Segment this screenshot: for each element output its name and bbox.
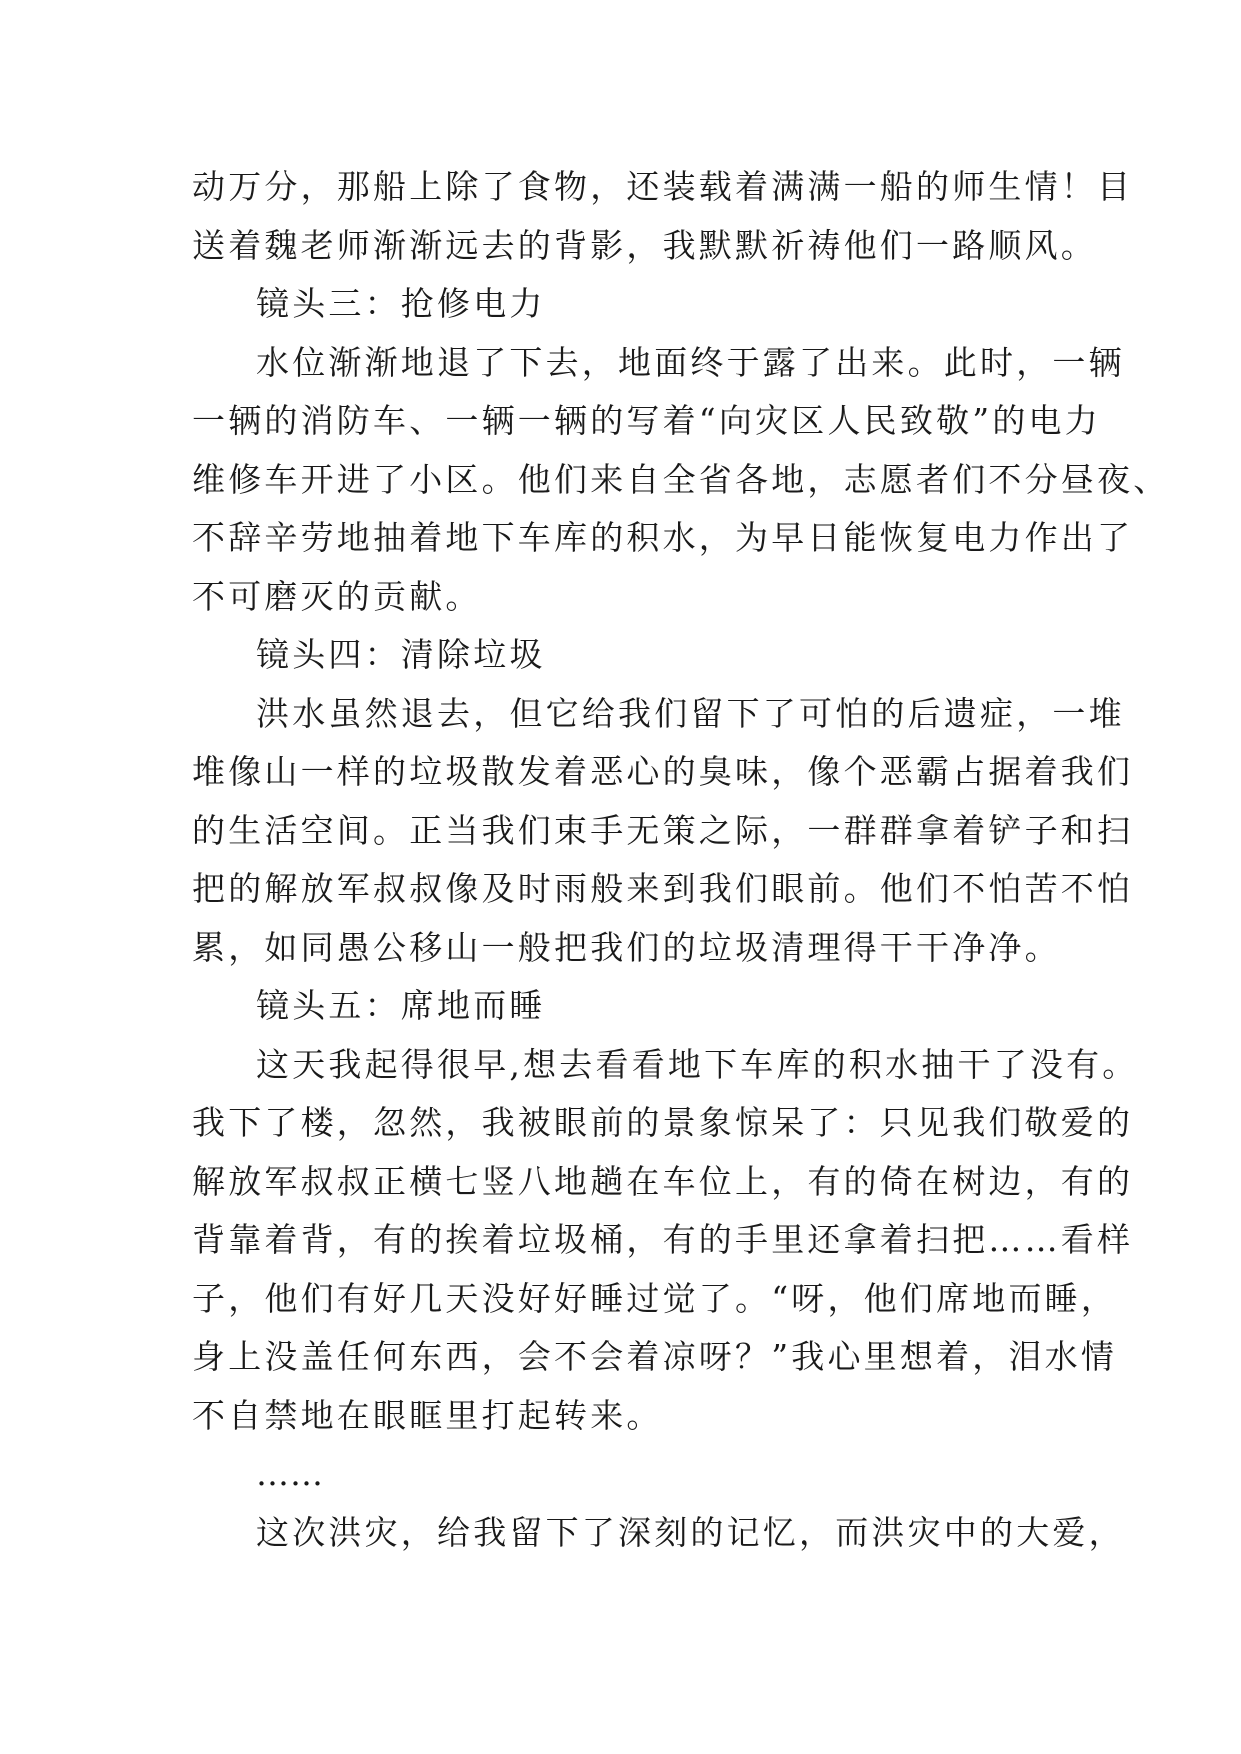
text-line: 送着魏老师渐渐远去的背影，我默默祈祷他们一路顺风。 [192, 225, 1097, 265]
text-line: 这次洪灾，给我留下了深刻的记忆，而洪灾中的大爱， [256, 1512, 1125, 1552]
text-line: 一辆的消防车、一辆一辆的写着“向灾区人民致敬”的电力 [192, 401, 1101, 440]
section-heading: 镜头五：席地而睡 [256, 986, 546, 1025]
text-line: 洪水虽然退去，但它给我们留下了可怕的后遗症，一堆 [256, 693, 1125, 733]
ellipsis-line: …… [256, 1454, 324, 1493]
section-heading: 镜头四：清除垃圾 [256, 635, 546, 674]
text-line: 把的解放军叔叔像及时雨般来到我们眼前。他们不怕苦不怕 [192, 869, 1134, 908]
text-line: 动万分，那船上除了食物，还装载着满满一船的师生情！目 [192, 167, 1134, 206]
text-line: 不自禁地在眼眶里打起转来。 [192, 1395, 663, 1435]
text-line: 背靠着背，有的挨着垃圾桶，有的手里还拿着扫把……看样 [192, 1220, 1134, 1259]
text-line: 堆像山一样的垃圾散发着恶心的臭味，像个恶霸占据着我们 [192, 752, 1134, 791]
text-line: 子，他们有好几天没好好睡过觉了。“呀，他们席地而睡， [192, 1278, 1118, 1318]
text-line: 的生活空间。正当我们束手无策之际，一群群拿着铲子和扫 [192, 810, 1134, 850]
section-heading: 镜头三：抢修电力 [256, 284, 546, 323]
text-line: 解放军叔叔正横七竖八地趟在车位上，有的倚在树边，有的 [192, 1161, 1134, 1201]
text-line: 不可磨灭的贡献。 [192, 576, 482, 616]
body-text [192, 158, 1170, 1562]
text-line: 我下了楼，忽然，我被眼前的景象惊呆了：只见我们敬爱的 [192, 1103, 1134, 1142]
text-line: 水位渐渐地退了下去，地面终于露了出来。此时，一辆 [256, 342, 1125, 382]
text-line: 身上没盖任何东西，会不会着凉呀？”我心里想着，泪水情 [192, 1337, 1118, 1376]
text-line: 不辞辛劳地抽着地下车库的积水，为早日能恢复电力作出了 [192, 518, 1134, 557]
text-line: 维修车开进了小区。他们来自全省各地，志愿者们不分昼夜、 [192, 459, 1170, 499]
text-line: 累，如同愚公移山一般把我们的垃圾清理得干干净净。 [192, 927, 1061, 967]
text-line: 这天我起得很早,想去看看地下车库的积水抽干了没有。 [256, 1044, 1139, 1084]
